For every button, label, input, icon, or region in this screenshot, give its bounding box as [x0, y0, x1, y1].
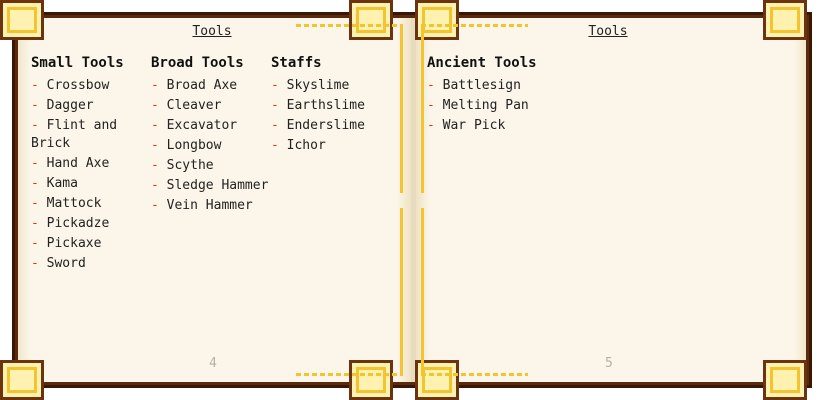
list-item[interactable]: - Cleaver — [151, 98, 222, 113]
page-turn-highlight[interactable] — [400, 208, 403, 376]
list-item[interactable]: - Kama — [31, 176, 78, 191]
list-item[interactable]: - Sword — [31, 256, 86, 271]
corner-clip — [349, 360, 393, 400]
section-broad-tools — [151, 55, 271, 217]
page-number: 5 — [605, 356, 613, 371]
list-item[interactable]: - Pickaxe — [31, 236, 102, 251]
list-item[interactable]: - Pickadze — [31, 216, 110, 231]
list-item[interactable]: - Broad Axe — [151, 78, 238, 93]
list-item[interactable]: - Hand Axe — [31, 156, 110, 171]
page-title: Tools — [192, 24, 232, 39]
list-item[interactable]: - Vein Hammer — [151, 198, 253, 213]
page-turn-highlight — [421, 373, 528, 376]
page-turn-highlight[interactable] — [400, 24, 403, 193]
list-item[interactable]: - Mattock — [31, 196, 102, 211]
corner-clip — [0, 0, 44, 40]
list-item[interactable]: - Crossbow — [31, 78, 110, 93]
list-item[interactable]: - Melting Pan — [427, 98, 529, 113]
corner-clip — [349, 0, 393, 40]
list-item[interactable]: - Ichor — [271, 138, 326, 153]
page-title: Tools — [588, 24, 628, 39]
page-turn-highlight[interactable] — [421, 24, 424, 193]
page-turn-highlight — [296, 373, 403, 376]
corner-clip — [763, 0, 807, 40]
section-staffs — [271, 55, 383, 157]
list-item[interactable]: - Longbow — [151, 138, 222, 153]
section-heading: Staffs — [271, 55, 322, 71]
page-turn-highlight[interactable] — [421, 208, 424, 376]
page-turn-highlight — [296, 24, 403, 27]
page-number: 4 — [209, 356, 217, 371]
section-heading: Ancient Tools — [427, 55, 537, 71]
list-item[interactable]: - Scythe — [151, 158, 214, 173]
list-item[interactable]: - Skyslime — [271, 78, 350, 93]
list-item[interactable]: - Battlesign — [427, 78, 521, 93]
section-heading: Small Tools — [31, 55, 124, 71]
list-item[interactable]: - Excavator — [151, 118, 238, 133]
corner-clip — [763, 360, 807, 400]
list-item[interactable]: - Dagger — [31, 98, 94, 113]
page-turn-highlight — [421, 24, 528, 27]
list-item[interactable]: - War Pick — [427, 118, 506, 133]
list-item[interactable]: - Flint and Brick — [31, 118, 118, 151]
corner-clip — [0, 360, 44, 400]
section-heading: Broad Tools — [151, 55, 244, 71]
list-item[interactable]: - Sledge Hammer — [151, 178, 269, 193]
page-edge-shade — [794, 18, 806, 382]
page-edge-shade — [18, 18, 30, 382]
section-small-tools — [31, 55, 143, 275]
section-ancient-tools — [427, 55, 539, 137]
list-item[interactable]: - Earthslime — [271, 98, 365, 113]
list-item[interactable]: - Enderslime — [271, 118, 365, 133]
